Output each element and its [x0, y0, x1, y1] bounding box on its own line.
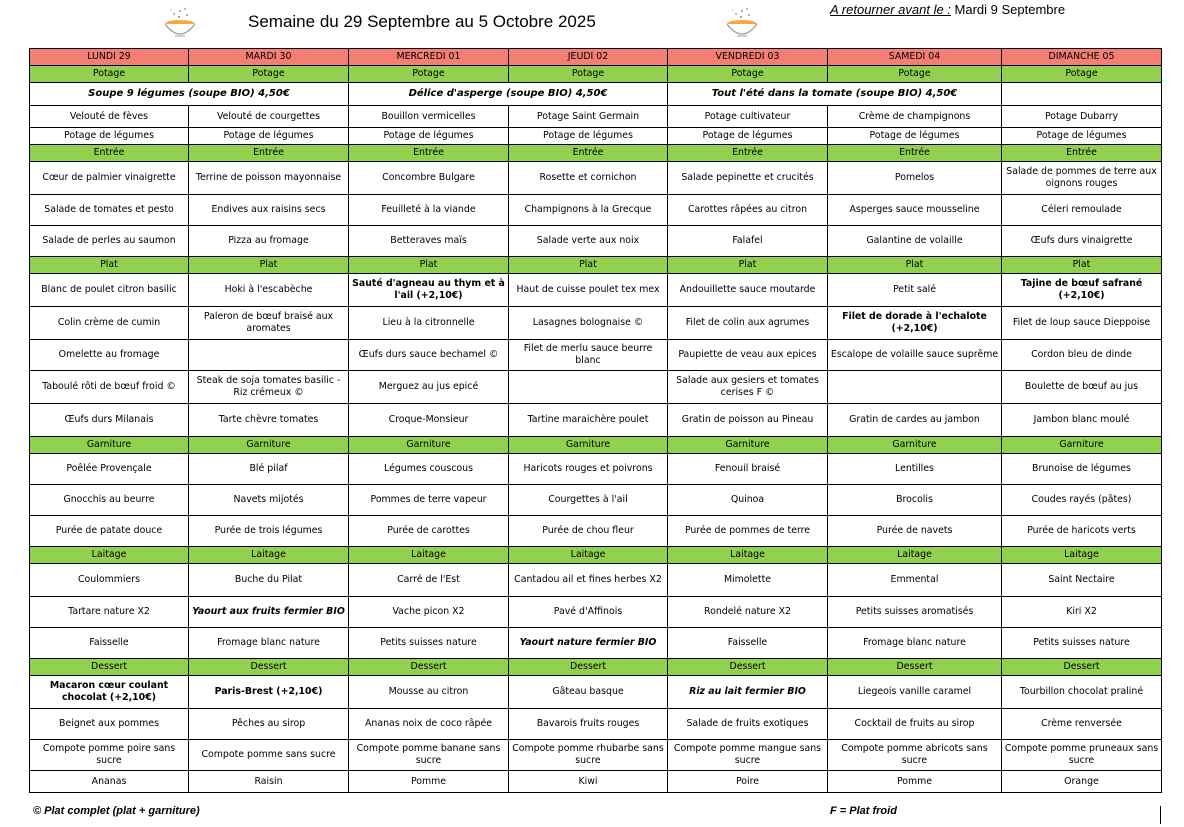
menu-row — [30, 597, 1162, 628]
section-label: Plat — [668, 257, 828, 274]
menu-row — [30, 516, 1162, 547]
menu-item: Gratin de cardes au jambon — [828, 404, 1002, 437]
section-label: Garniture — [189, 437, 349, 454]
section-label: Laitage — [1002, 547, 1162, 564]
menu-item: Croque-Monsieur — [349, 404, 509, 437]
menu-item: Compote pomme mangue sans sucre — [668, 740, 828, 771]
menu-item: Bouillon vermicelles — [349, 106, 509, 128]
section-label: Laitage — [509, 547, 668, 564]
menu-item: Courgettes à l'ail — [509, 485, 668, 516]
deadline-date: Mardi 9 Septembre — [954, 2, 1066, 17]
menu-item: Légumes couscous — [349, 454, 509, 485]
menu-item — [189, 340, 349, 371]
menu-item: Compote pomme abricots sans sucre — [828, 740, 1002, 771]
section-label: Entrée — [828, 145, 1002, 162]
day-header: LUNDI 29 — [30, 49, 189, 66]
menu-item: Steak de soja tomates basilic - Riz crémeux © — [189, 371, 349, 404]
section-row-entree — [30, 145, 1162, 162]
day-header: JEUDI 02 — [509, 49, 668, 66]
menu-item: Mimolette — [668, 564, 828, 597]
day-header: DIMANCHE 05 — [1002, 49, 1162, 66]
menu-row — [30, 676, 1162, 709]
menu-item: Tarte chèvre tomates — [189, 404, 349, 437]
menu-item: Potage de légumes — [30, 128, 189, 145]
menu-item: Salade de pommes de terre aux oignons rouges — [1002, 162, 1162, 195]
menu-item: Paupiette de veau aux epices — [668, 340, 828, 371]
menu-item: Filet de dorade à l'echalote (+2,10€) — [828, 307, 1002, 340]
section-label: Potage — [509, 66, 668, 83]
menu-item: Gnocchis au beurre — [30, 485, 189, 516]
menu-item: Beignet aux pommes — [30, 709, 189, 740]
menu-item: Haut de cuisse poulet tex mex — [509, 274, 668, 307]
menu-item: Petits suisses nature — [349, 628, 509, 659]
menu-item: Pavé d'Affinois — [509, 597, 668, 628]
menu-item: Escalope de volaille sauce suprême — [828, 340, 1002, 371]
menu-item: Coulommiers — [30, 564, 189, 597]
menu-item: Potage de légumes — [828, 128, 1002, 145]
menu-item: Quinoa — [668, 485, 828, 516]
deadline-label: A retourner avant le : — [830, 2, 951, 17]
menu-item: Galantine de volaille — [828, 226, 1002, 257]
menu-item: Petit salé — [828, 274, 1002, 307]
menu-item: Concombre Bulgare — [349, 162, 509, 195]
section-label: Garniture — [668, 437, 828, 454]
menu-item: Potage Dubarry — [1002, 106, 1162, 128]
section-row-laitage — [30, 547, 1162, 564]
menu-item: Emmental — [828, 564, 1002, 597]
menu-item: Pomme — [349, 771, 509, 793]
section-row-garniture — [30, 437, 1162, 454]
menu-item: Salade de perles au saumon — [30, 226, 189, 257]
menu-row — [30, 628, 1162, 659]
menu-item: Brocolis — [828, 485, 1002, 516]
menu-item: Faisselle — [30, 628, 189, 659]
menu-item: Potage de légumes — [668, 128, 828, 145]
menu-row — [30, 307, 1162, 340]
section-label: Dessert — [1002, 659, 1162, 676]
menu-item: Compote pomme sans sucre — [189, 740, 349, 771]
menu-item: Potage de légumes — [509, 128, 668, 145]
section-label: Potage — [349, 66, 509, 83]
section-label: Entrée — [509, 145, 668, 162]
menu-item: Falafel — [668, 226, 828, 257]
menu-item: Carottes râpées au citron — [668, 195, 828, 226]
menu-item: Compote pomme poire sans sucre — [30, 740, 189, 771]
menu-item: Purée de navets — [828, 516, 1002, 547]
menu-item: Salade de tomates et pesto — [30, 195, 189, 226]
section-label: Dessert — [828, 659, 1002, 676]
menu-item: Lasagnes bolognaise © — [509, 307, 668, 340]
menu-row — [30, 709, 1162, 740]
section-label: Garniture — [1002, 437, 1162, 454]
menu-item: Tourbillon chocolat praliné — [1002, 676, 1162, 709]
menu-item: Tartare nature X2 — [30, 597, 189, 628]
menu-item: Fenouil braisé — [668, 454, 828, 485]
menu-item: Macaron cœur coulant chocolat (+2,10€) — [30, 676, 189, 709]
section-label: Laitage — [349, 547, 509, 564]
menu-item: Poire — [668, 771, 828, 793]
day-header: SAMEDI 04 — [828, 49, 1002, 66]
menu-item: Tartine maraichère poulet — [509, 404, 668, 437]
menu-item: Compote pomme banane sans sucre — [349, 740, 509, 771]
menu-item: Andouillette sauce moutarde — [668, 274, 828, 307]
menu-item: Pomelos — [828, 162, 1002, 195]
menu-row — [30, 162, 1162, 195]
section-label: Entrée — [189, 145, 349, 162]
menu-item: Potage de légumes — [189, 128, 349, 145]
soup-bowl-icon — [722, 2, 762, 42]
menu-item: Champignons à la Grecque — [509, 195, 668, 226]
menu-item: Carré de l'Est — [349, 564, 509, 597]
menu-item: Cocktail de fruits au sirop — [828, 709, 1002, 740]
menu-row — [30, 371, 1162, 404]
menu-item: Potage cultivateur — [668, 106, 828, 128]
menu-item: Cantadou ail et fines herbes X2 — [509, 564, 668, 597]
menu-item: Céleri remoulade — [1002, 195, 1162, 226]
menu-item: Potage de légumes — [1002, 128, 1162, 145]
menu-item: Raisin — [189, 771, 349, 793]
menu-item: Gratin de poisson au Pineau — [668, 404, 828, 437]
menu-item: Purée de haricots verts — [1002, 516, 1162, 547]
menu-item: Navets mijotés — [189, 485, 349, 516]
footer-legend-cold: F = Plat froid — [830, 805, 897, 817]
menu-item: Cordon bleu de dinde — [1002, 340, 1162, 371]
menu-item: Purée de chou fleur — [509, 516, 668, 547]
menu-item: Endives aux raisins secs — [189, 195, 349, 226]
menu-item: Omelette au fromage — [30, 340, 189, 371]
menu-item: Potage Saint Germain — [509, 106, 668, 128]
menu-item: Compote pomme pruneaux sans sucre — [1002, 740, 1162, 771]
menu-item: Velouté de fèves — [30, 106, 189, 128]
menu-item: Pizza au fromage — [189, 226, 349, 257]
menu-row — [30, 564, 1162, 597]
menu-item: Gâteau basque — [509, 676, 668, 709]
menu-item: Petits suisses aromatisés — [828, 597, 1002, 628]
menu-row — [30, 404, 1162, 437]
menu-item: Pomme — [828, 771, 1002, 793]
section-label: Potage — [189, 66, 349, 83]
special-soup: Tout l'été dans la tomate (soupe BIO) 4,50€ — [668, 83, 1002, 106]
menu-item: Yaourt aux fruits fermier BIO — [189, 597, 349, 628]
menu-item: Haricots rouges et poivrons — [509, 454, 668, 485]
section-label: Dessert — [189, 659, 349, 676]
menu-item: Salade pepinette et crucités — [668, 162, 828, 195]
menu-item: Poêlée Provençale — [30, 454, 189, 485]
menu-item: Rondelé nature X2 — [668, 597, 828, 628]
section-row-dessert — [30, 659, 1162, 676]
menu-item: Mousse au citron — [349, 676, 509, 709]
menu-row — [30, 195, 1162, 226]
menu-item: Lentilles — [828, 454, 1002, 485]
deadline — [830, 2, 1065, 17]
menu-item — [828, 371, 1002, 404]
menu-row — [30, 740, 1162, 771]
soup-bowl-icon — [160, 2, 200, 42]
menu-item: Boulette de bœuf au jus — [1002, 371, 1162, 404]
menu-item: Petits suisses nature — [1002, 628, 1162, 659]
menu-row — [30, 106, 1162, 128]
section-label: Laitage — [828, 547, 1002, 564]
menu-item: Vache picon X2 — [349, 597, 509, 628]
menu-item: Sauté d'agneau au thym et à l'ail (+2,10€) — [349, 274, 509, 307]
menu-item: Liegeois vanille caramel — [828, 676, 1002, 709]
menu-item: Compote pomme rhubarbe sans sucre — [509, 740, 668, 771]
menu-item: Orange — [1002, 771, 1162, 793]
section-label: Garniture — [349, 437, 509, 454]
menu-row — [30, 274, 1162, 307]
menu-item: Pommes de terre vapeur — [349, 485, 509, 516]
menu-item: Kiri X2 — [1002, 597, 1162, 628]
menu-item: Pêches au sirop — [189, 709, 349, 740]
menu-item: Tajine de bœuf safrané (+2,10€) — [1002, 274, 1162, 307]
menu-item: Kiwi — [509, 771, 668, 793]
section-label: Potage — [668, 66, 828, 83]
menu-item: Salade verte aux noix — [509, 226, 668, 257]
menu-item: Œufs durs vinaigrette — [1002, 226, 1162, 257]
menu-item: Yaourt nature fermier BIO — [509, 628, 668, 659]
menu-item: Asperges sauce mousseline — [828, 195, 1002, 226]
menu-row — [30, 128, 1162, 145]
section-label: Dessert — [668, 659, 828, 676]
menu-item: Blé pilaf — [189, 454, 349, 485]
page-title: Semaine du 29 Septembre au 5 Octobre 2025 — [248, 12, 596, 31]
menu-item: Brunoise de légumes — [1002, 454, 1162, 485]
section-label: Plat — [189, 257, 349, 274]
section-label: Laitage — [189, 547, 349, 564]
menu-item: Paleron de bœuf braisé aux aromates — [189, 307, 349, 340]
section-row-plat — [30, 257, 1162, 274]
day-header: VENDREDI 03 — [668, 49, 828, 66]
menu-item: Colin crème de cumin — [30, 307, 189, 340]
menu-item: Salade de fruits exotiques — [668, 709, 828, 740]
soup-specials-row — [30, 83, 1162, 106]
section-label: Garniture — [509, 437, 668, 454]
section-label: Entrée — [349, 145, 509, 162]
menu-item: Salade aux gesiers et tomates cerises F © — [668, 371, 828, 404]
day-header-row — [30, 49, 1162, 66]
menu-item: Ananas noix de coco râpée — [349, 709, 509, 740]
section-label: Potage — [30, 66, 189, 83]
section-label: Potage — [1002, 66, 1162, 83]
section-label: Laitage — [30, 547, 189, 564]
section-label: Dessert — [509, 659, 668, 676]
menu-item: Paris-Brest (+2,10€) — [189, 676, 349, 709]
menu-item: Hoki à l'escabèche — [189, 274, 349, 307]
special-soup: Délice d'asperge (soupe BIO) 4,50€ — [349, 83, 668, 106]
empty-cell — [1002, 83, 1162, 106]
menu-item: Crème de champignons — [828, 106, 1002, 128]
section-label: Entrée — [668, 145, 828, 162]
section-row-potage — [30, 66, 1162, 83]
footer-legend-complete: © Plat complet (plat + garniture) — [33, 805, 200, 817]
divider — [1160, 806, 1161, 824]
section-label: Plat — [30, 257, 189, 274]
menu-item: Purée de pommes de terre — [668, 516, 828, 547]
day-header: MERCREDI 01 — [349, 49, 509, 66]
menu-item: Fromage blanc nature — [828, 628, 1002, 659]
menu-row — [30, 226, 1162, 257]
section-label: Garniture — [30, 437, 189, 454]
section-label: Plat — [1002, 257, 1162, 274]
menu-item: Jambon blanc moulé — [1002, 404, 1162, 437]
menu-row — [30, 454, 1162, 485]
day-header: MARDI 30 — [189, 49, 349, 66]
menu-item: Ananas — [30, 771, 189, 793]
menu-item: Filet de colin aux agrumes — [668, 307, 828, 340]
menu-item: Potage de légumes — [349, 128, 509, 145]
section-label: Entrée — [1002, 145, 1162, 162]
menu-item: Buche du Pilat — [189, 564, 349, 597]
menu-item: Faisselle — [668, 628, 828, 659]
menu-item: Betteraves maïs — [349, 226, 509, 257]
menu-item: Saint Nectaire — [1002, 564, 1162, 597]
menu-item — [509, 371, 668, 404]
menu-item: Feuilleté à la viande — [349, 195, 509, 226]
menu-item: Blanc de poulet citron basilic — [30, 274, 189, 307]
menu-item: Taboulé rôti de bœuf froid © — [30, 371, 189, 404]
section-label: Potage — [828, 66, 1002, 83]
menu-item: Rosette et cornichon — [509, 162, 668, 195]
menu-item: Riz au lait fermier BIO — [668, 676, 828, 709]
menu-item: Terrine de poisson mayonnaise — [189, 162, 349, 195]
menu-item: Fromage blanc nature — [189, 628, 349, 659]
menu-item: Purée de patate douce — [30, 516, 189, 547]
section-label: Laitage — [668, 547, 828, 564]
menu-item: Lieu à la citronnelle — [349, 307, 509, 340]
menu-item: Bavarois fruits rouges — [509, 709, 668, 740]
menu-item: Cœur de palmier vinaigrette — [30, 162, 189, 195]
section-label: Garniture — [828, 437, 1002, 454]
menu-item: Purée de trois légumes — [189, 516, 349, 547]
menu-item: Purée de carottes — [349, 516, 509, 547]
section-label: Entrée — [30, 145, 189, 162]
section-label: Dessert — [349, 659, 509, 676]
menu-row — [30, 485, 1162, 516]
menu-row — [30, 340, 1162, 371]
special-soup: Soupe 9 légumes (soupe BIO) 4,50€ — [30, 83, 349, 106]
menu-item: Crème renversée — [1002, 709, 1162, 740]
menu-item: Œufs durs sauce bechamel © — [349, 340, 509, 371]
menu-item: Coudes rayés (pâtes) — [1002, 485, 1162, 516]
section-label: Plat — [828, 257, 1002, 274]
menu-item: Velouté de courgettes — [189, 106, 349, 128]
menu-item: Merguez au jus epicé — [349, 371, 509, 404]
menu-item: Œufs durs Milanais — [30, 404, 189, 437]
section-label: Plat — [509, 257, 668, 274]
menu-item: Filet de loup sauce Dieppoise — [1002, 307, 1162, 340]
section-label: Dessert — [30, 659, 189, 676]
section-label: Plat — [349, 257, 509, 274]
menu-item: Filet de merlu sauce beurre blanc — [509, 340, 668, 371]
menu-row — [30, 771, 1162, 793]
menu-table — [29, 48, 1162, 793]
